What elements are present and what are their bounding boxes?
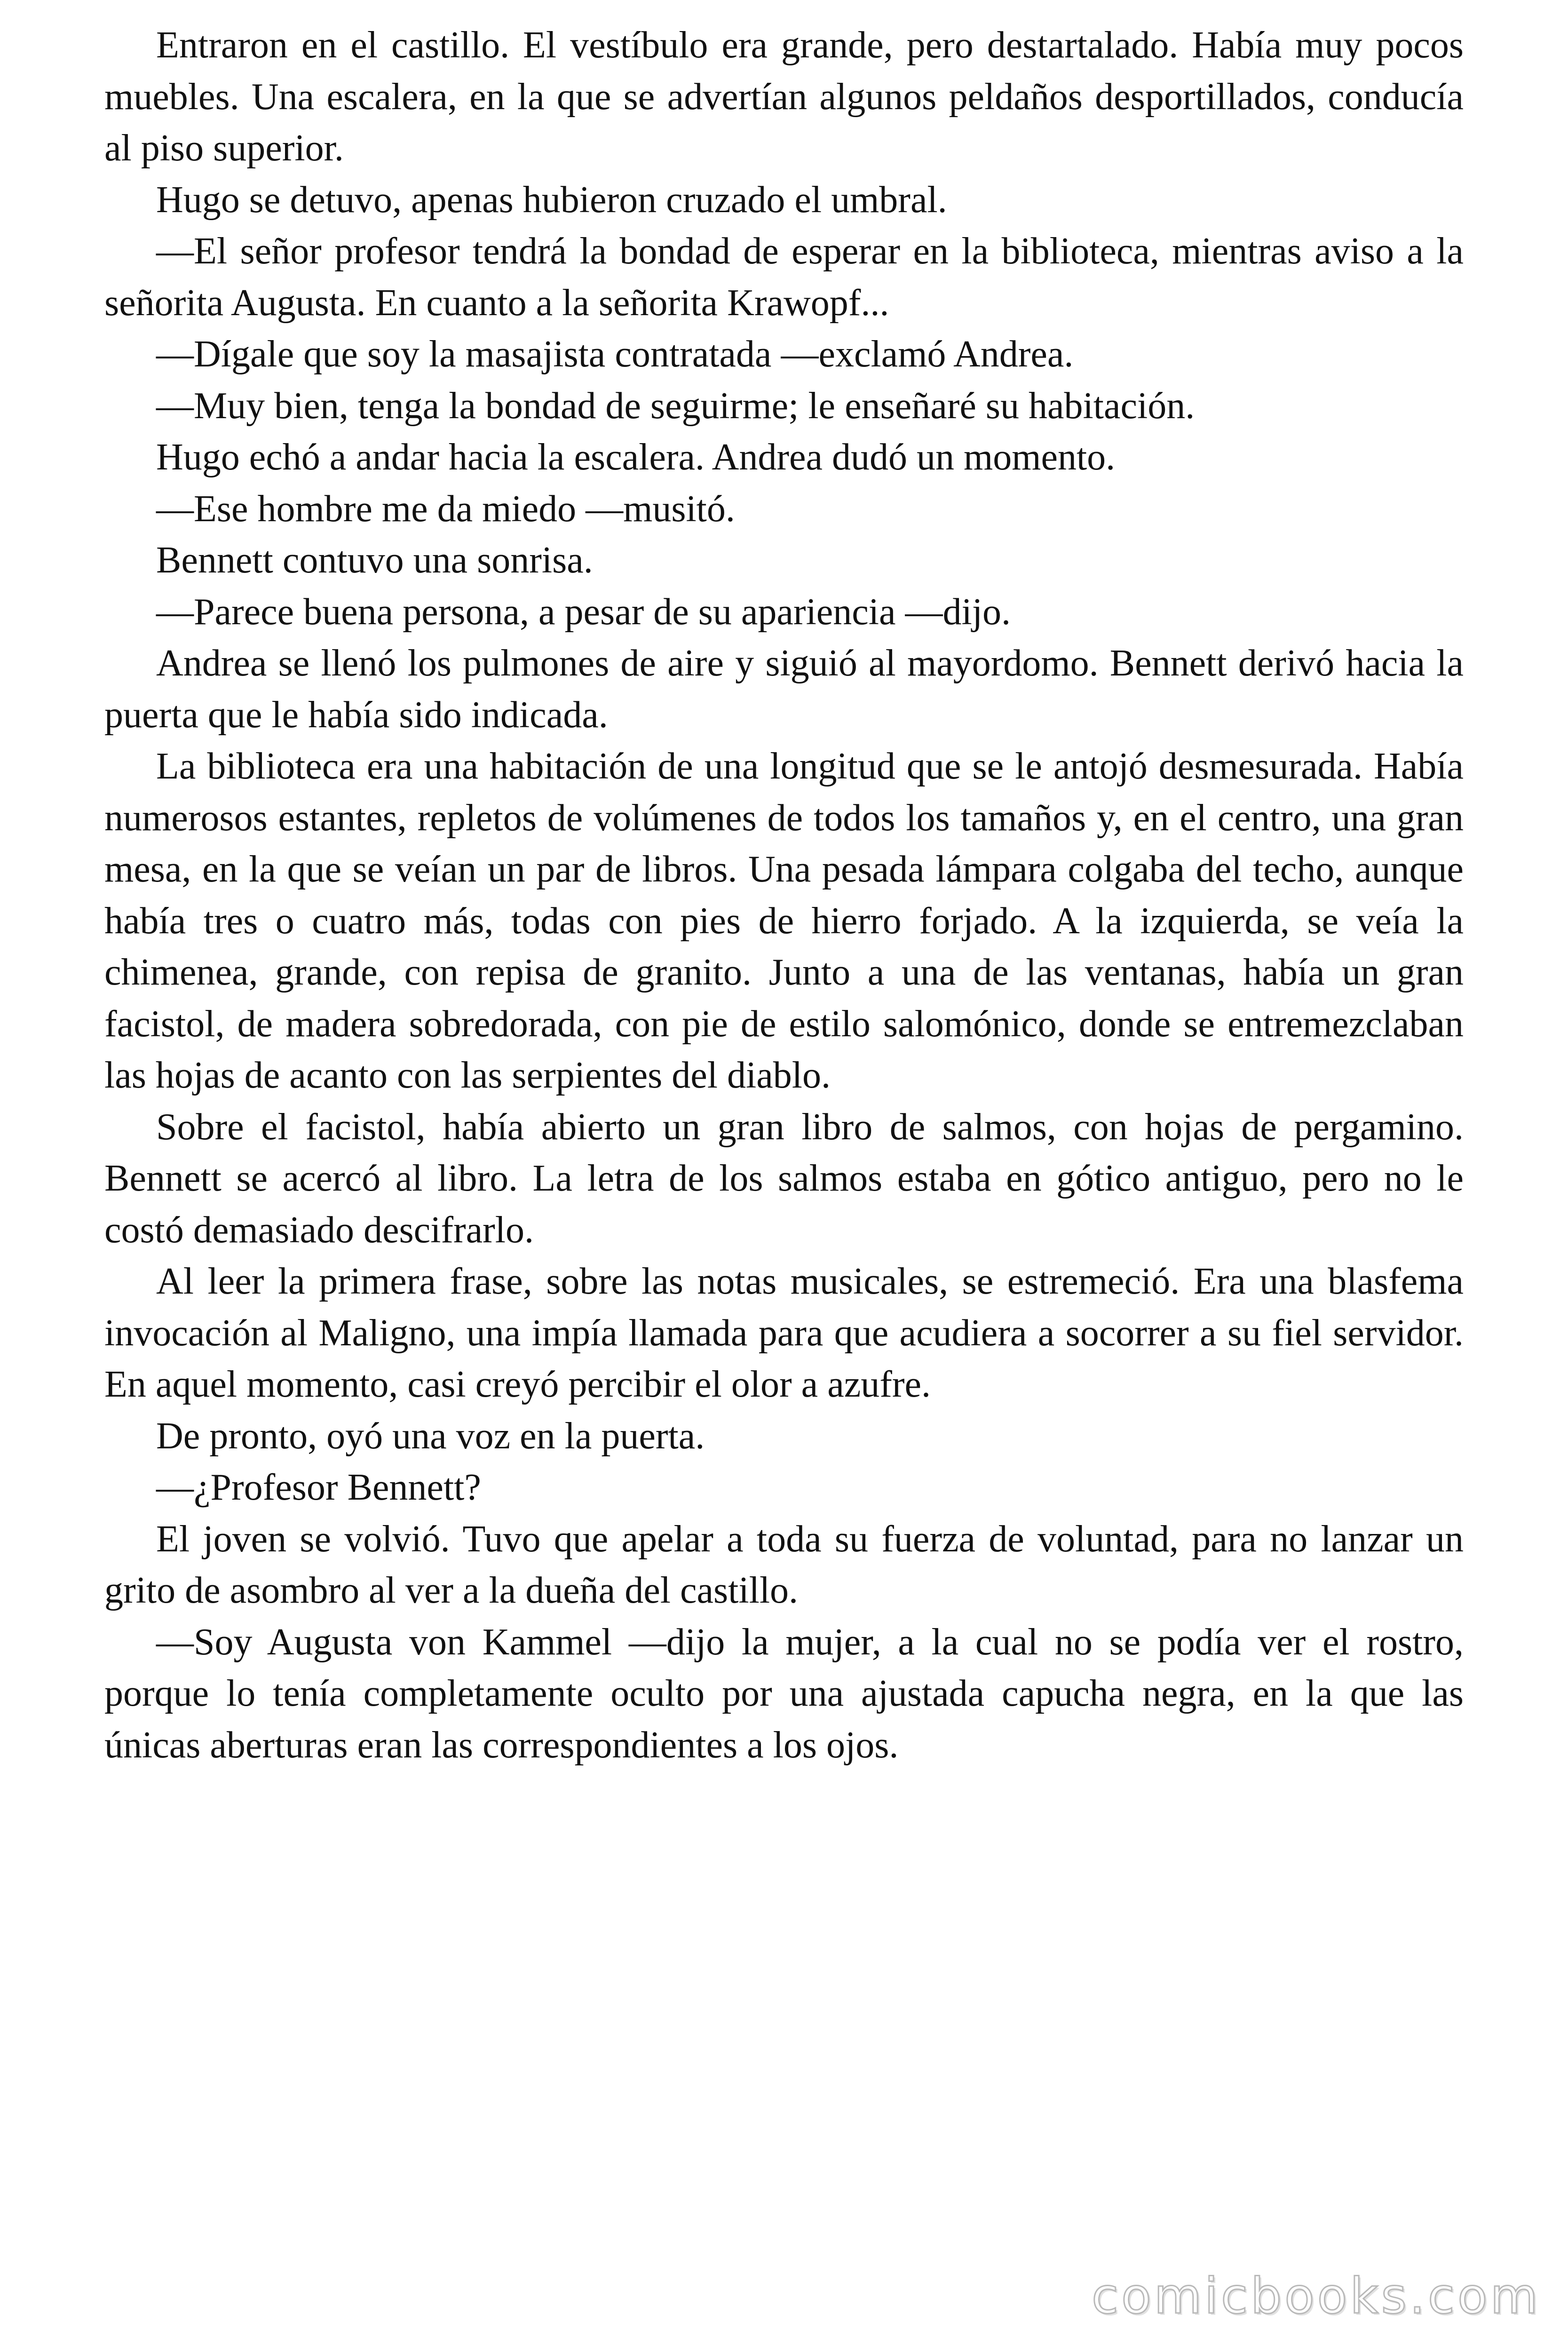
- paragraph: De pronto, oyó una voz en la puerta.: [156, 1415, 705, 1457]
- paragraph: El joven se volvió. Tuvo que apelar a toda su fuerza de voluntad, para no lanzar un grito de asombro al ver a la dueña del castillo.: [104, 1518, 1464, 1611]
- paragraph: —Parece buena persona, a pesar de su apariencia —dijo.: [156, 591, 1011, 633]
- paragraph: —Muy bien, tenga la bondad de seguirme; le enseñaré su habitación.: [156, 385, 1195, 427]
- paragraph: Andrea se llenó los pulmones de aire y siguió al mayordomo. Bennett derivó hacia la puerta que le había sido indicada.: [104, 643, 1464, 736]
- paragraph: —Soy Augusta von Kammel —dijo la mujer, a la cual no se podía ver el rostro, porque lo tenía completamente oculto por una ajustada capucha negra, en la que las únicas aberturas eran las correspondientes a los ojos.: [104, 1621, 1464, 1766]
- watermark: comicbooks.com: [1091, 2267, 1541, 2325]
- paragraph: Hugo echó a andar hacia la escalera. Andrea dudó un momento.: [156, 437, 1116, 478]
- paragraph: —Dígale que soy la masajista contratada —exclamó Andrea.: [156, 334, 1074, 375]
- paragraph: Sobre el facistol, había abierto un gran libro de salmos, con hojas de pergamino. Bennett se acercó al libro. La letra de los salmos estaba en gótico antiguo, pero no le costó demasiado descifrarlo.: [104, 1106, 1464, 1251]
- paragraph: —¿Profesor Bennett?: [156, 1467, 481, 1508]
- paragraph: Hugo se detuvo, apenas hubieron cruzado el umbral.: [156, 179, 947, 221]
- paragraph: —El señor profesor tendrá la bondad de esperar en la biblioteca, mientras aviso a la señorita Augusta. En cuanto a la señorita Krawopf...: [104, 230, 1464, 324]
- body-text: [104, 20, 1464, 1771]
- paragraph: La biblioteca era una habitación de una longitud que se le antojó desmesurada. Había numerosos estantes, repletos de volúmenes de todos los tamaños y, en el centro, una gran mesa, en la que se veían un par de libros. Una pesada lámpara colgaba del techo, aunque había tres o cuatro más, todas con pies de hierro forjado. A la izquierda, se veía la chimenea, grande, con repisa de granito. Junto a una de las ventanas, había un gran facistol, de madera sobredorada, con pie de estilo salomónico, donde se entremezclaban las hojas de acanto con las serpientes del diablo.: [104, 746, 1464, 1096]
- paragraph: Al leer la primera frase, sobre las notas musicales, se estremeció. Era una blasfema invocación al Maligno, una impía llamada para que acudiera a socorrer a su fiel servidor. En aquel momento, casi creyó percibir el olor a azufre.: [104, 1261, 1464, 1405]
- paragraph: Entraron en el castillo. El vestíbulo era grande, pero destartalado. Había muy pocos muebles. Una escalera, en la que se advertían algunos peldaños desportillados, conducía al piso superior.: [104, 24, 1464, 169]
- paragraph: —Ese hombre me da miedo —musitó.: [156, 488, 735, 530]
- paragraph: Bennett contuvo una sonrisa.: [156, 540, 593, 581]
